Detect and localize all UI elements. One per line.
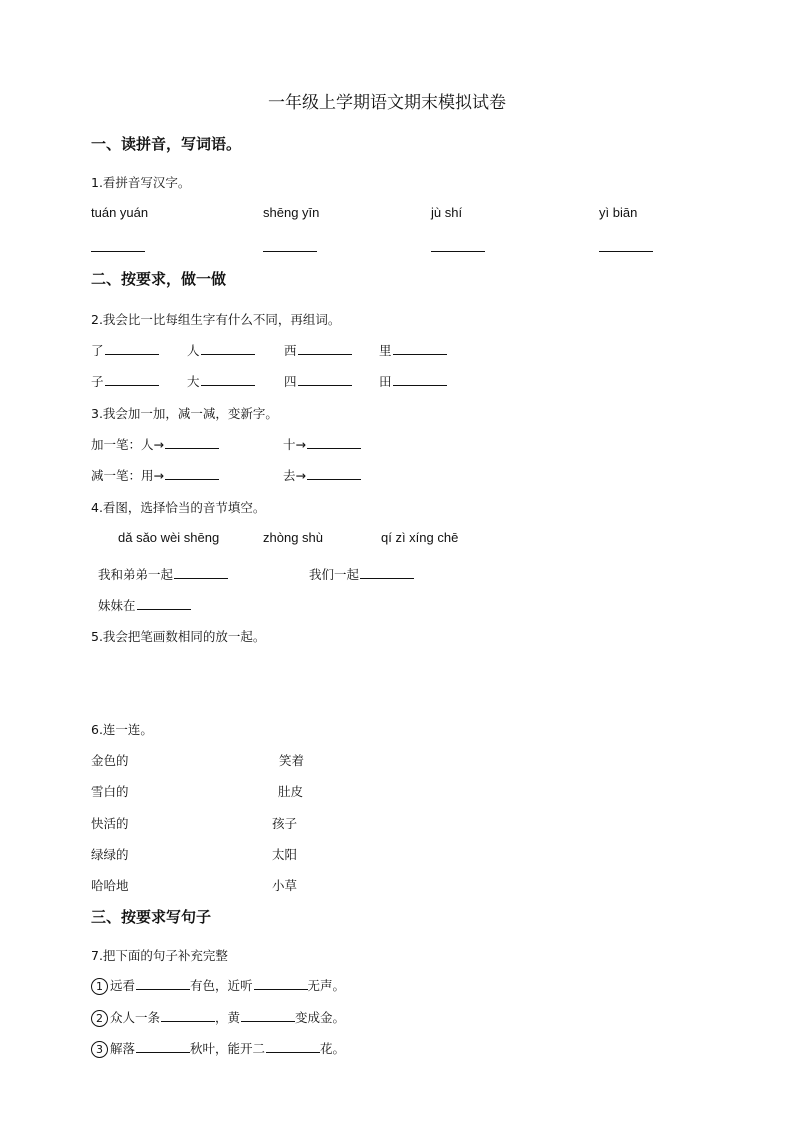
answer-blank[interactable] (91, 251, 145, 252)
remove-stroke-item (283, 466, 361, 484)
question-6-label: 6.连一连。 (91, 722, 153, 737)
question-4-label: 4.看图，选择恰当的音节填空。 (91, 500, 266, 515)
pinyin-4: yì biān (599, 205, 638, 220)
answer-blank[interactable] (307, 436, 361, 449)
answer-blank[interactable] (307, 467, 361, 480)
sentence-text: 变成金。 (295, 1010, 346, 1025)
answer-blank[interactable] (360, 566, 414, 579)
answer-blank[interactable] (174, 566, 228, 579)
match-left-item: 绿绿的 (91, 847, 129, 862)
sentence-text: ，黄 (215, 1010, 241, 1025)
match-right-item: 肚皮 (278, 784, 304, 799)
answer-blank[interactable] (136, 977, 190, 990)
sentence-item (91, 1039, 345, 1058)
match-left-item: 哈哈地 (91, 878, 129, 893)
fill-sentence (98, 596, 191, 614)
arrow-icon: → (153, 437, 164, 452)
question-2-label: 2.我会比一比每组生字有什么不同，再组词。 (91, 312, 341, 327)
char: 子 (91, 374, 104, 389)
pinyin-1: tuán yuán (91, 205, 149, 220)
question-1-label: 1.看拼音写汉字。 (91, 175, 191, 190)
section-heading-3: 三、按要求写句子 (91, 908, 212, 926)
match-left-item: 雪白的 (91, 784, 129, 799)
answer-blank[interactable] (161, 1009, 215, 1022)
answer-blank[interactable] (165, 467, 219, 480)
char: 了 (91, 343, 104, 358)
prefix: 减一笔：用 (91, 468, 154, 483)
sentence-text: 众人一条 (110, 1010, 161, 1025)
match-right-item: 小草 (272, 878, 298, 893)
arrow-icon: → (295, 468, 306, 483)
question-7-label: 7.把下面的句子补充完整 (91, 948, 228, 963)
answer-blank[interactable] (165, 436, 219, 449)
char-item (91, 341, 159, 359)
answer-blank[interactable] (105, 373, 159, 386)
sentence-text: 我们一起 (309, 567, 360, 582)
char-item (379, 372, 447, 390)
char: 西 (284, 343, 297, 358)
char-item (91, 372, 159, 390)
pinyin-3: jù shí (431, 205, 463, 220)
sentence-text: 秋叶，能开二 (190, 1041, 266, 1056)
arrow-icon: → (295, 437, 306, 452)
answer-blank[interactable] (599, 251, 653, 252)
answer-blank[interactable] (137, 597, 191, 610)
question-5-label: 5.我会把笔画数相同的放一起。 (91, 629, 266, 644)
char: 四 (284, 374, 297, 389)
sentence-text: 解落 (110, 1041, 136, 1056)
char-item (187, 372, 255, 390)
answer-blank[interactable] (105, 342, 159, 355)
sentence-text: 妹妹在 (98, 598, 136, 613)
pinyin-option-3: qí zì xíng chē (381, 530, 459, 545)
char: 里 (379, 343, 392, 358)
char-item (187, 341, 255, 359)
answer-blank[interactable] (241, 1009, 295, 1022)
sentence-item (91, 976, 345, 995)
char-item (379, 341, 447, 359)
char: 去 (283, 468, 296, 483)
question-3-label: 3.我会加一加，减一减，变新字。 (91, 406, 278, 421)
sentence-item (91, 1008, 345, 1027)
remove-stroke-item (91, 466, 219, 484)
char: 十 (283, 437, 296, 452)
fill-sentence (98, 565, 228, 583)
page-title: 一年级上学期语文期末模拟试卷 (268, 93, 506, 113)
pinyin-2: shēng yīn (263, 205, 320, 220)
match-right-item: 笑着 (279, 753, 305, 768)
sentence-text: 无声。 (307, 978, 346, 993)
sentence-text: 有色，近听 (190, 978, 253, 993)
pinyin-option-1: dǎ sǎo wèi shēng (118, 530, 220, 545)
answer-blank[interactable] (393, 373, 447, 386)
answer-blank[interactable] (263, 251, 317, 252)
answer-blank[interactable] (298, 373, 352, 386)
circled-number: 1 (91, 978, 108, 995)
sentence-text: 花。 (320, 1041, 346, 1056)
sentence-text: 远看 (110, 978, 136, 993)
match-right-item: 孩子 (272, 816, 298, 831)
answer-blank[interactable] (254, 977, 308, 990)
circled-number: 2 (91, 1010, 108, 1027)
pinyin-option-2: zhòng shù (263, 530, 323, 545)
answer-blank[interactable] (201, 342, 255, 355)
match-right-item: 太阳 (272, 847, 298, 862)
add-stroke-item (91, 435, 219, 453)
section-heading-1: 一、读拼音，写词语。 (91, 135, 242, 153)
char: 人 (187, 343, 200, 358)
add-stroke-item (283, 435, 361, 453)
answer-blank[interactable] (393, 342, 447, 355)
char: 大 (187, 374, 200, 389)
sentence-text: 我和弟弟一起 (98, 567, 174, 582)
char-item (284, 341, 352, 359)
answer-blank[interactable] (201, 373, 255, 386)
arrow-icon: → (153, 468, 164, 483)
fill-sentence (309, 565, 414, 583)
prefix: 加一笔：人 (91, 437, 154, 452)
answer-blank[interactable] (298, 342, 352, 355)
answer-blank[interactable] (266, 1040, 320, 1053)
match-left-item: 金色的 (91, 753, 129, 768)
circled-number: 3 (91, 1041, 108, 1058)
match-left-item: 快活的 (91, 816, 129, 831)
answer-blank[interactable] (136, 1040, 190, 1053)
char: 田 (379, 374, 392, 389)
section-heading-2: 二、按要求，做一做 (91, 270, 227, 288)
char-item (284, 372, 352, 390)
answer-blank[interactable] (431, 251, 485, 252)
